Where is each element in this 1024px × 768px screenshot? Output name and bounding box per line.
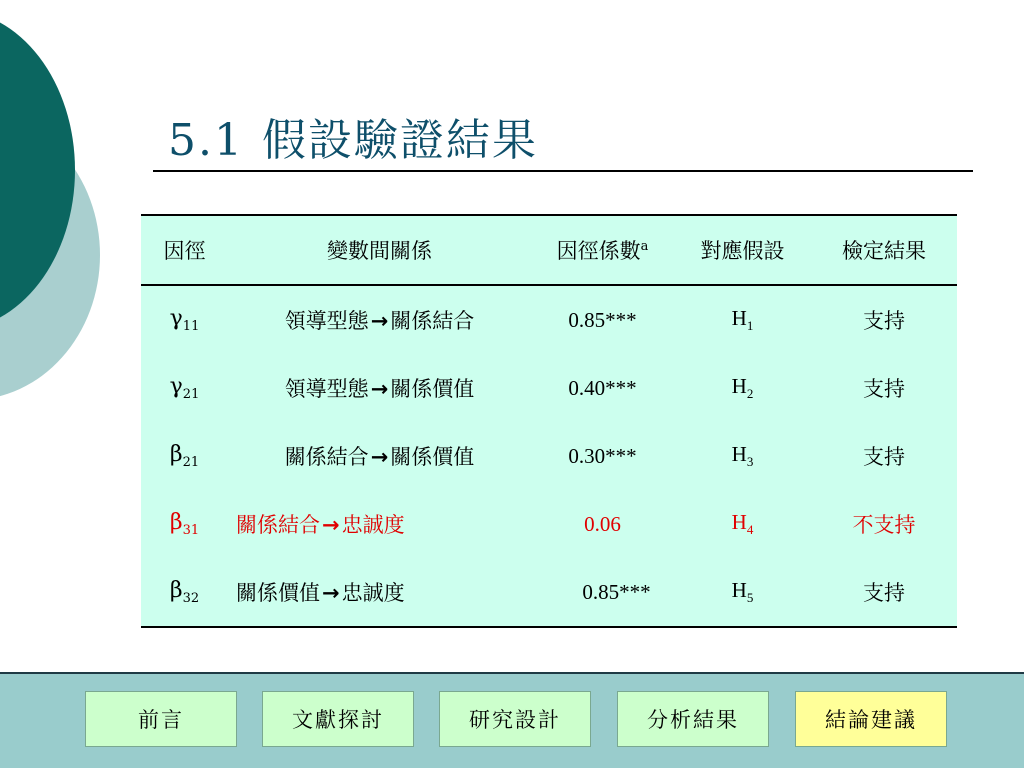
header-coefficient-label: 因徑係數 bbox=[556, 239, 641, 263]
relation-cell: 領導型態→關係結合 bbox=[284, 309, 475, 333]
coefficient-cell: 0.06 bbox=[584, 511, 621, 536]
result-cell: 支持 bbox=[863, 581, 905, 605]
nav-button-literature-review[interactable]: 文獻探討 bbox=[262, 691, 414, 747]
hypothesis-cell: $H_3$ bbox=[731, 441, 754, 470]
hypothesis-results-table bbox=[141, 214, 957, 628]
hypothesis-cell: $H_2$ bbox=[731, 373, 754, 402]
result-cell: 支持 bbox=[863, 377, 905, 401]
nav-button-analysis-results[interactable]: 分析結果 bbox=[617, 691, 769, 747]
slide-title-text: 假設驗證結果 bbox=[261, 115, 538, 166]
table-header-row bbox=[141, 215, 957, 285]
hypothesis-cell: $H_1$ bbox=[731, 305, 754, 334]
coefficient-cell: 0.85*** bbox=[568, 307, 637, 332]
header-hypothesis: 對應假設 bbox=[674, 215, 811, 285]
path-symbol: $\gamma_{21}$ bbox=[169, 373, 200, 403]
path-symbol: $\beta_{21}$ bbox=[169, 441, 200, 471]
right-arrow-icon: → bbox=[322, 581, 340, 605]
right-arrow-icon: → bbox=[370, 445, 389, 469]
table-row-unsupported bbox=[141, 490, 957, 558]
right-arrow-icon: → bbox=[370, 309, 389, 333]
path-symbol: $\beta_{31}$ bbox=[169, 509, 200, 539]
result-cell: 支持 bbox=[863, 309, 905, 333]
hypothesis-cell: $H_5$ bbox=[731, 577, 754, 606]
result-cell: 支持 bbox=[863, 445, 905, 469]
relation-cell: 關係結合→關係價值 bbox=[284, 445, 475, 469]
result-cell: 不支持 bbox=[852, 513, 916, 537]
hypothesis-cell: $H_4$ bbox=[731, 509, 754, 538]
nav-button-introduction[interactable]: 前言 bbox=[85, 691, 237, 747]
table-row bbox=[141, 354, 957, 422]
coefficient-cell: 0.40*** bbox=[568, 375, 637, 400]
coefficient-cell: 0.30*** bbox=[568, 443, 637, 468]
nav-button-conclusions[interactable]: 結論建議 bbox=[795, 691, 947, 747]
slide-title bbox=[168, 104, 538, 168]
title-divider bbox=[153, 170, 973, 172]
path-symbol: $\beta_{32}$ bbox=[169, 577, 200, 607]
header-coefficient bbox=[531, 215, 674, 285]
header-coefficient-mark: a bbox=[640, 239, 649, 254]
table-row bbox=[141, 558, 957, 627]
relation-cell: 關係價值→忠誠度 bbox=[236, 581, 405, 605]
header-path: 因徑 bbox=[141, 215, 228, 285]
table-row bbox=[141, 285, 957, 354]
slide-title-number: 5.1 bbox=[168, 115, 244, 166]
right-arrow-icon: → bbox=[322, 513, 340, 537]
header-relation: 變數間關係 bbox=[228, 215, 531, 285]
footer-nav-bar bbox=[0, 672, 1024, 768]
path-symbol: $\gamma_{11}$ bbox=[169, 305, 200, 335]
relation-cell: 領導型態→關係價值 bbox=[284, 377, 475, 401]
nav-button-research-design[interactable]: 研究設計 bbox=[439, 691, 591, 747]
right-arrow-icon: → bbox=[370, 377, 389, 401]
header-result: 檢定結果 bbox=[811, 215, 957, 285]
coefficient-cell: 0.85*** bbox=[582, 579, 651, 604]
relation-cell: 關係結合→忠誠度 bbox=[236, 513, 405, 537]
table-row bbox=[141, 422, 957, 490]
